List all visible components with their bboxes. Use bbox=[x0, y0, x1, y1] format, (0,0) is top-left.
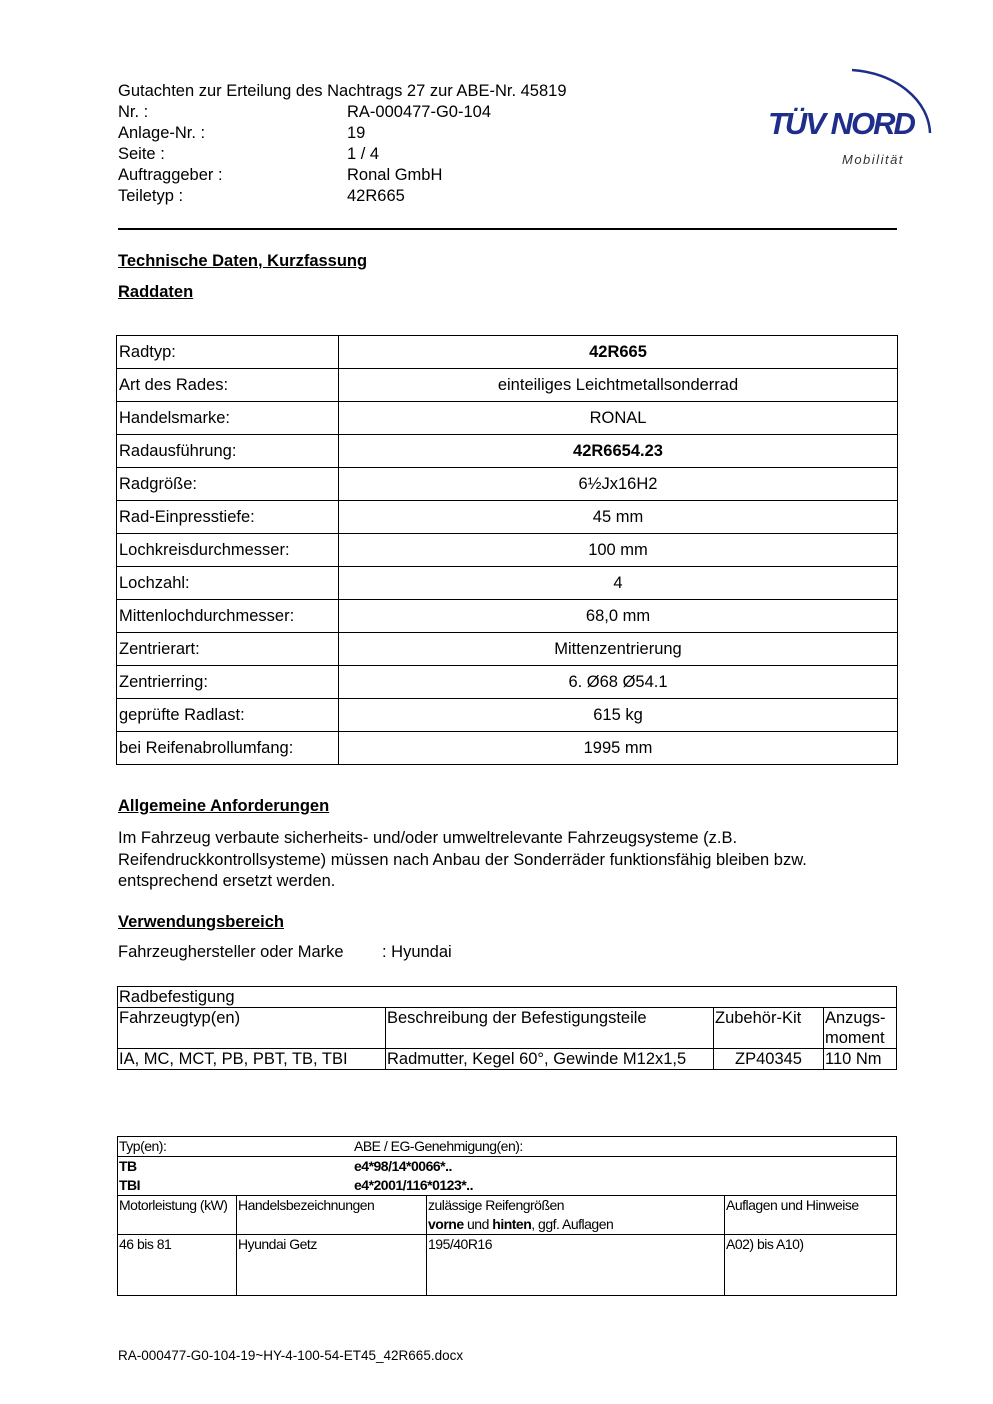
raddaten-value: Mittenzentrierung bbox=[339, 633, 898, 666]
raddaten-value: 42R6654.23 bbox=[339, 435, 898, 468]
heading-verwendungsbereich: Verwendungsbereich bbox=[118, 913, 284, 931]
raddaten-label: Radgröße: bbox=[117, 468, 339, 501]
fahrzeughersteller-value: : Hyundai bbox=[382, 943, 452, 961]
cell-handelsbezeichnung: Hyundai Getz bbox=[237, 1235, 427, 1296]
logo-subtitle: Mobilität bbox=[842, 152, 904, 167]
heading-raddaten: Raddaten bbox=[118, 283, 194, 301]
raddaten-value: 6½Jx16H2 bbox=[339, 468, 898, 501]
col-reifengroessen: zulässige Reifengrößen vorne und hinten, ggf. Auflagen bbox=[427, 1196, 725, 1235]
fahrzeughersteller-line bbox=[118, 943, 452, 962]
cell-anzugsmoment: 110 Nm bbox=[824, 1049, 897, 1070]
raddaten-label: geprüfte Radlast: bbox=[117, 699, 339, 732]
allgemeine-anforderungen-text: Im Fahrzeug verbaute sicherheits- und/oder umweltrelevante Fahrzeugsysteme (z.B. Reifendruckkontrollsysteme) müssen nach Anbau der Sonderräder funktionsfähig bleiben bzw. entsprechend ersetzt werden. bbox=[118, 829, 807, 890]
table-row bbox=[117, 402, 898, 435]
cell-motorleistung: 46 bis 81 bbox=[118, 1235, 237, 1296]
header-row-anlage: Anlage-Nr. : 19 bbox=[118, 124, 366, 142]
fahrzeughersteller-label: Fahrzeughersteller oder Marke bbox=[118, 943, 344, 961]
raddaten-label: Mittenlochdurchmesser: bbox=[117, 600, 339, 633]
table-row bbox=[117, 534, 898, 567]
typen-table bbox=[117, 1136, 897, 1296]
radbefestigung-title: Radbefestigung bbox=[118, 987, 897, 1008]
raddaten-value: RONAL bbox=[339, 402, 898, 435]
table-row bbox=[118, 1196, 897, 1235]
col-motorleistung: Motorleistung (kW) bbox=[118, 1196, 237, 1235]
raddaten-value: 6. Ø68 Ø54.1 bbox=[339, 666, 898, 699]
raddaten-value: 615 kg bbox=[339, 699, 898, 732]
header-row-auftraggeber: Auftraggeber : Ronal GmbH bbox=[118, 166, 443, 184]
raddaten-value: 45 mm bbox=[339, 501, 898, 534]
table-row bbox=[117, 732, 898, 765]
header-row-seite: Seite : 1 / 4 bbox=[118, 145, 380, 163]
table-row bbox=[117, 501, 898, 534]
cell-fahrzeugtyp: IA, MC, MCT, PB, PBT, TB, TBI bbox=[118, 1049, 386, 1070]
raddaten-label: bei Reifenabrollumfang: bbox=[117, 732, 339, 765]
table-row bbox=[117, 435, 898, 468]
document-header bbox=[118, 81, 567, 207]
col-auflagen: Auflagen und Hinweise bbox=[725, 1196, 897, 1235]
raddaten-label: Rad-Einpresstiefe: bbox=[117, 501, 339, 534]
raddaten-label: Zentrierring: bbox=[117, 666, 339, 699]
col-handelsbezeichnungen: Handelsbezeichnungen bbox=[237, 1196, 427, 1235]
raddaten-value: 42R665 bbox=[339, 336, 898, 369]
table-row bbox=[118, 1235, 897, 1296]
cell-reifengroesse: 195/40R16 bbox=[427, 1235, 725, 1296]
table-row bbox=[117, 666, 898, 699]
cell-beschreibung: Radmutter, Kegel 60°, Gewinde M12x1,5 bbox=[386, 1049, 714, 1070]
type-tbi: TBI bbox=[119, 1177, 141, 1193]
tuv-nord-logo bbox=[762, 58, 942, 173]
approval-tbi: e4*2001/116*0123*.. bbox=[354, 1177, 473, 1193]
heading-allgemeine-anforderungen: Allgemeine Anforderungen bbox=[118, 797, 330, 815]
table-row bbox=[117, 567, 898, 600]
approval-tb: e4*98/14*0066*.. bbox=[354, 1158, 452, 1174]
logo-brand: TÜV NORD bbox=[768, 106, 914, 141]
raddaten-value: 4 bbox=[339, 567, 898, 600]
raddaten-label: Zentrierart: bbox=[117, 633, 339, 666]
typen-header-abe: ABE / EG-Genehmigung(en): bbox=[354, 1138, 523, 1154]
header-row-teiletyp: Teiletyp : 42R665 bbox=[118, 187, 405, 205]
table-row bbox=[117, 468, 898, 501]
cell-auflagen: A02) bis A10) bbox=[725, 1235, 897, 1296]
raddaten-label: Radausführung: bbox=[117, 435, 339, 468]
typen-approvals bbox=[118, 1157, 897, 1196]
raddaten-value: 1995 mm bbox=[339, 732, 898, 765]
header-row-nr: Nr. : RA-000477-G0-104 bbox=[118, 103, 492, 121]
footer-filename: RA-000477-G0-104-19~HY-4-100-54-ET45_42R665.docx bbox=[118, 1348, 464, 1363]
raddaten-value: 100 mm bbox=[339, 534, 898, 567]
raddaten-table bbox=[116, 335, 898, 765]
raddaten-value: einteiliges Leichtmetallsonderrad bbox=[339, 369, 898, 402]
header-beschreibung: Beschreibung der Befestigungsteile bbox=[386, 1008, 714, 1049]
header-zubehoer-kit: Zubehör-Kit bbox=[714, 1008, 824, 1049]
table-row bbox=[117, 600, 898, 633]
header-divider bbox=[118, 228, 897, 230]
type-tb: TB bbox=[119, 1158, 137, 1174]
table-row bbox=[117, 369, 898, 402]
radbefestigung-table bbox=[117, 986, 897, 1070]
cell-zubehoer-kit: ZP40345 bbox=[714, 1049, 824, 1070]
typen-header-typ: Typ(en): bbox=[119, 1138, 167, 1154]
header-fahrzeugtyp: Fahrzeugtyp(en) bbox=[118, 1008, 386, 1049]
raddaten-label: Lochkreisdurchmesser: bbox=[117, 534, 339, 567]
raddaten-label: Handelsmarke: bbox=[117, 402, 339, 435]
document-title: Gutachten zur Erteilung des Nachtrags 27 zur ABE-Nr. 45819 bbox=[118, 82, 567, 100]
table-row bbox=[117, 633, 898, 666]
table-row bbox=[117, 699, 898, 732]
heading-technische-daten: Technische Daten, Kurzfassung bbox=[118, 252, 368, 270]
raddaten-label: Lochzahl: bbox=[117, 567, 339, 600]
table-row bbox=[118, 1008, 897, 1049]
typen-header-row bbox=[118, 1137, 897, 1157]
raddaten-label: Radtyp: bbox=[117, 336, 339, 369]
table-row bbox=[117, 336, 898, 369]
raddaten-value: 68,0 mm bbox=[339, 600, 898, 633]
header-anzugsmoment: Anzugs-moment bbox=[824, 1008, 897, 1049]
table-row bbox=[118, 1049, 897, 1070]
raddaten-label: Art des Rades: bbox=[117, 369, 339, 402]
